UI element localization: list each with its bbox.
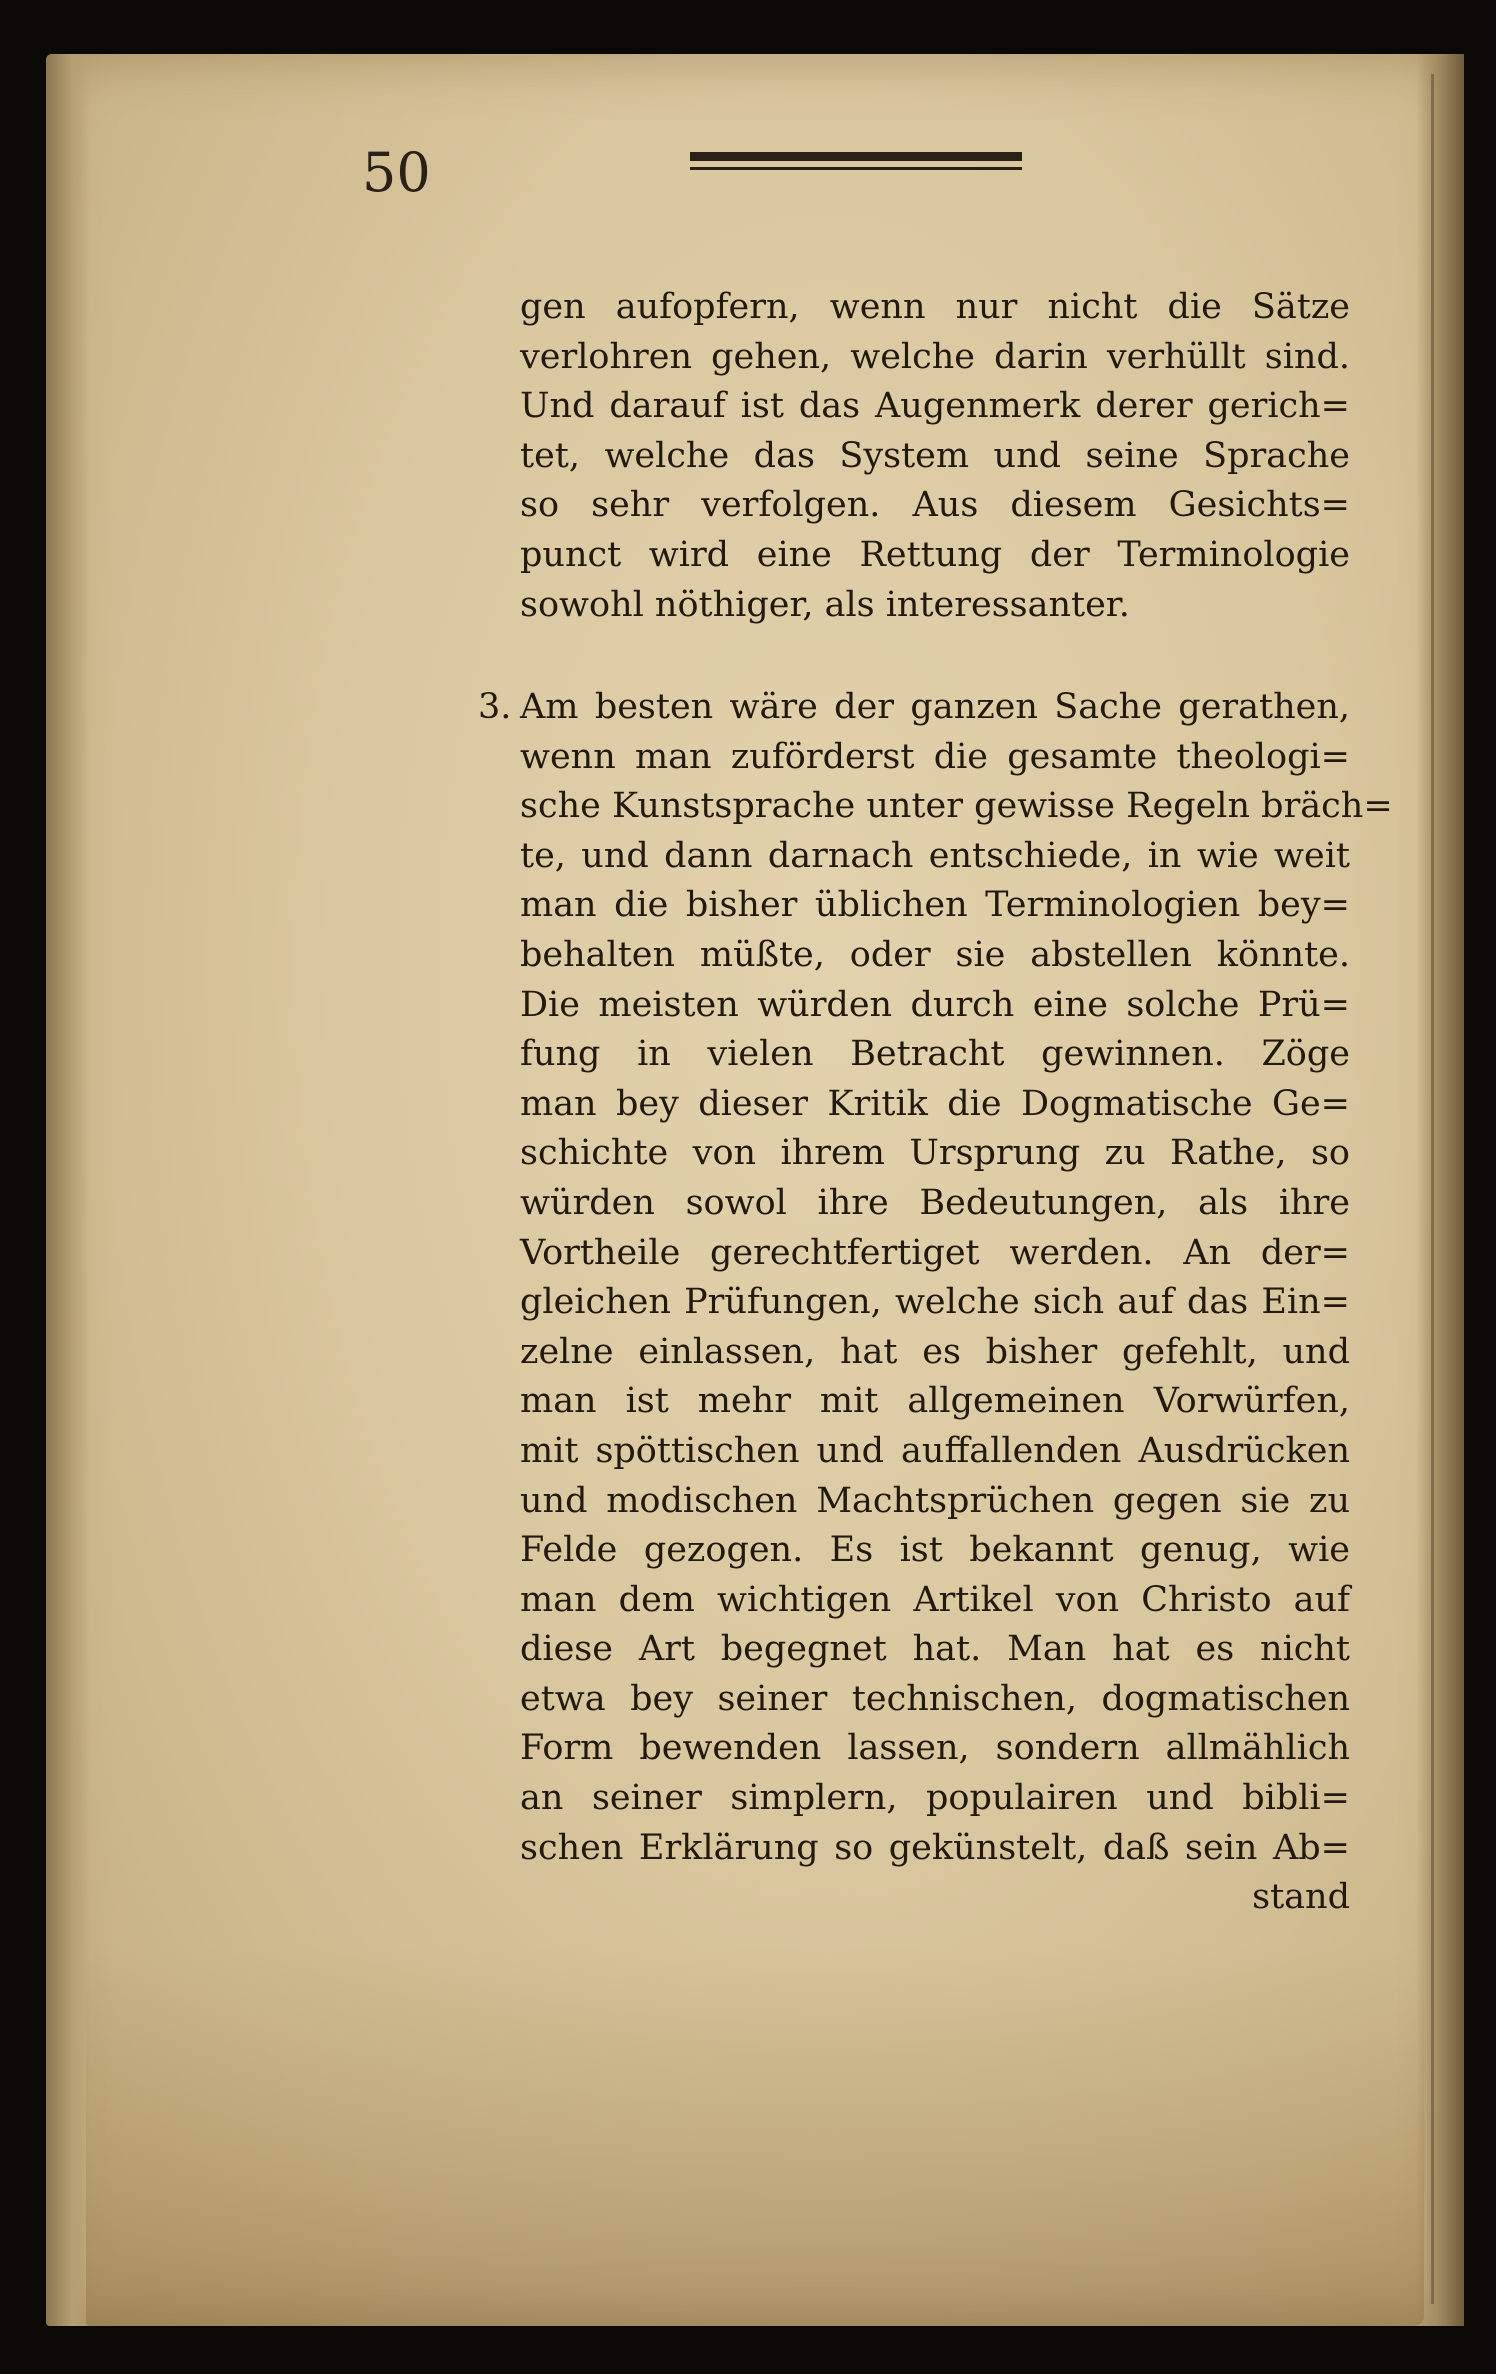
text-line: und modischen Machtsprüchen gegen sie zu	[520, 1480, 1350, 1521]
text-line: te, und dann darnach entschiede, in wie weit	[520, 835, 1350, 876]
paragraph-1	[520, 283, 1350, 630]
text-line: zelne einlassen, hat es bisher gefehlt, und	[520, 1331, 1350, 1372]
text-line: Felde gezogen. Es ist bekannt genug, wie	[520, 1530, 1350, 1571]
text-line: sowohl nöthiger, als interessanter.	[520, 584, 1130, 625]
binding-gutter	[1431, 74, 1434, 2304]
text-line: Vortheile gerechtfertiget werden. An der=	[520, 1232, 1350, 1273]
text-line: schichte von ihrem Ursprung zu Rathe, so	[520, 1133, 1350, 1174]
text-line: man dem wichtigen Artikel von Christo auf	[520, 1579, 1350, 1620]
text-line: behalten müßte, oder sie abstellen könnte.	[520, 934, 1350, 975]
text-line: mit spöttischen und auffallenden Ausdrücken	[520, 1430, 1350, 1471]
text-line: diese Art begegnet hat. Man hat es nicht	[520, 1629, 1350, 1670]
text-line: man die bisher üblichen Terminologien bey=	[520, 885, 1350, 926]
text-line: punct wird eine Rettung der Terminologie	[520, 534, 1350, 575]
water-stain	[86, 1946, 1424, 2326]
text-line: gen aufopfern, wenn nur nicht die Sätze	[520, 287, 1350, 327]
page-edge-left	[46, 54, 90, 2326]
text-line: man ist mehr mit allgemeinen Vorwürfen,	[520, 1381, 1350, 1422]
header-rule	[690, 152, 1022, 176]
text-line: sche Kunstsprache unter gewisse Regeln bräch=	[520, 786, 1393, 827]
text-line: Form bewenden lassen, sondern allmählich	[520, 1728, 1350, 1769]
text-line: wenn man zuförderst die gesamte theologi=	[520, 736, 1350, 777]
page-number: 50	[362, 141, 431, 204]
text-line: Und darauf ist das Augenmerk derer gerich=	[520, 386, 1350, 427]
text-line: etwa bey seiner technischen, dogmatischen	[520, 1678, 1350, 1719]
paragraph-2	[520, 683, 1393, 1923]
text-line: verlohren gehen, welche darin verhüllt sind.	[520, 336, 1350, 377]
text-line: Am besten wäre der ganzen Sache gerathen,	[520, 687, 1350, 727]
text-line: Die meisten würden durch eine solche Prü=	[520, 984, 1350, 1025]
text-line: man bey dieser Kritik die Dogmatische Ge=	[520, 1083, 1350, 1124]
section-number: 3.	[478, 687, 512, 727]
catchword: stand	[1252, 1877, 1350, 1918]
text-line: so sehr verfolgen. Aus diesem Gesichts=	[520, 485, 1350, 526]
text-line: würden sowol ihre Bedeutungen, als ihre	[520, 1182, 1350, 1223]
text-line: fung in vielen Betracht gewinnen. Zöge	[520, 1034, 1350, 1075]
text-line: schen Erklärung so gekünstelt, daß sein Ab=	[520, 1827, 1350, 1868]
header-rule-thin	[690, 167, 1022, 170]
text-line: gleichen Prüfungen, welche sich auf das Ein=	[520, 1282, 1350, 1323]
header-rule-thick	[690, 152, 1022, 161]
text-line: tet, welche das System und seine Sprache	[520, 435, 1350, 476]
text-line: an seiner simplern, populairen und bibli=	[520, 1778, 1350, 1819]
